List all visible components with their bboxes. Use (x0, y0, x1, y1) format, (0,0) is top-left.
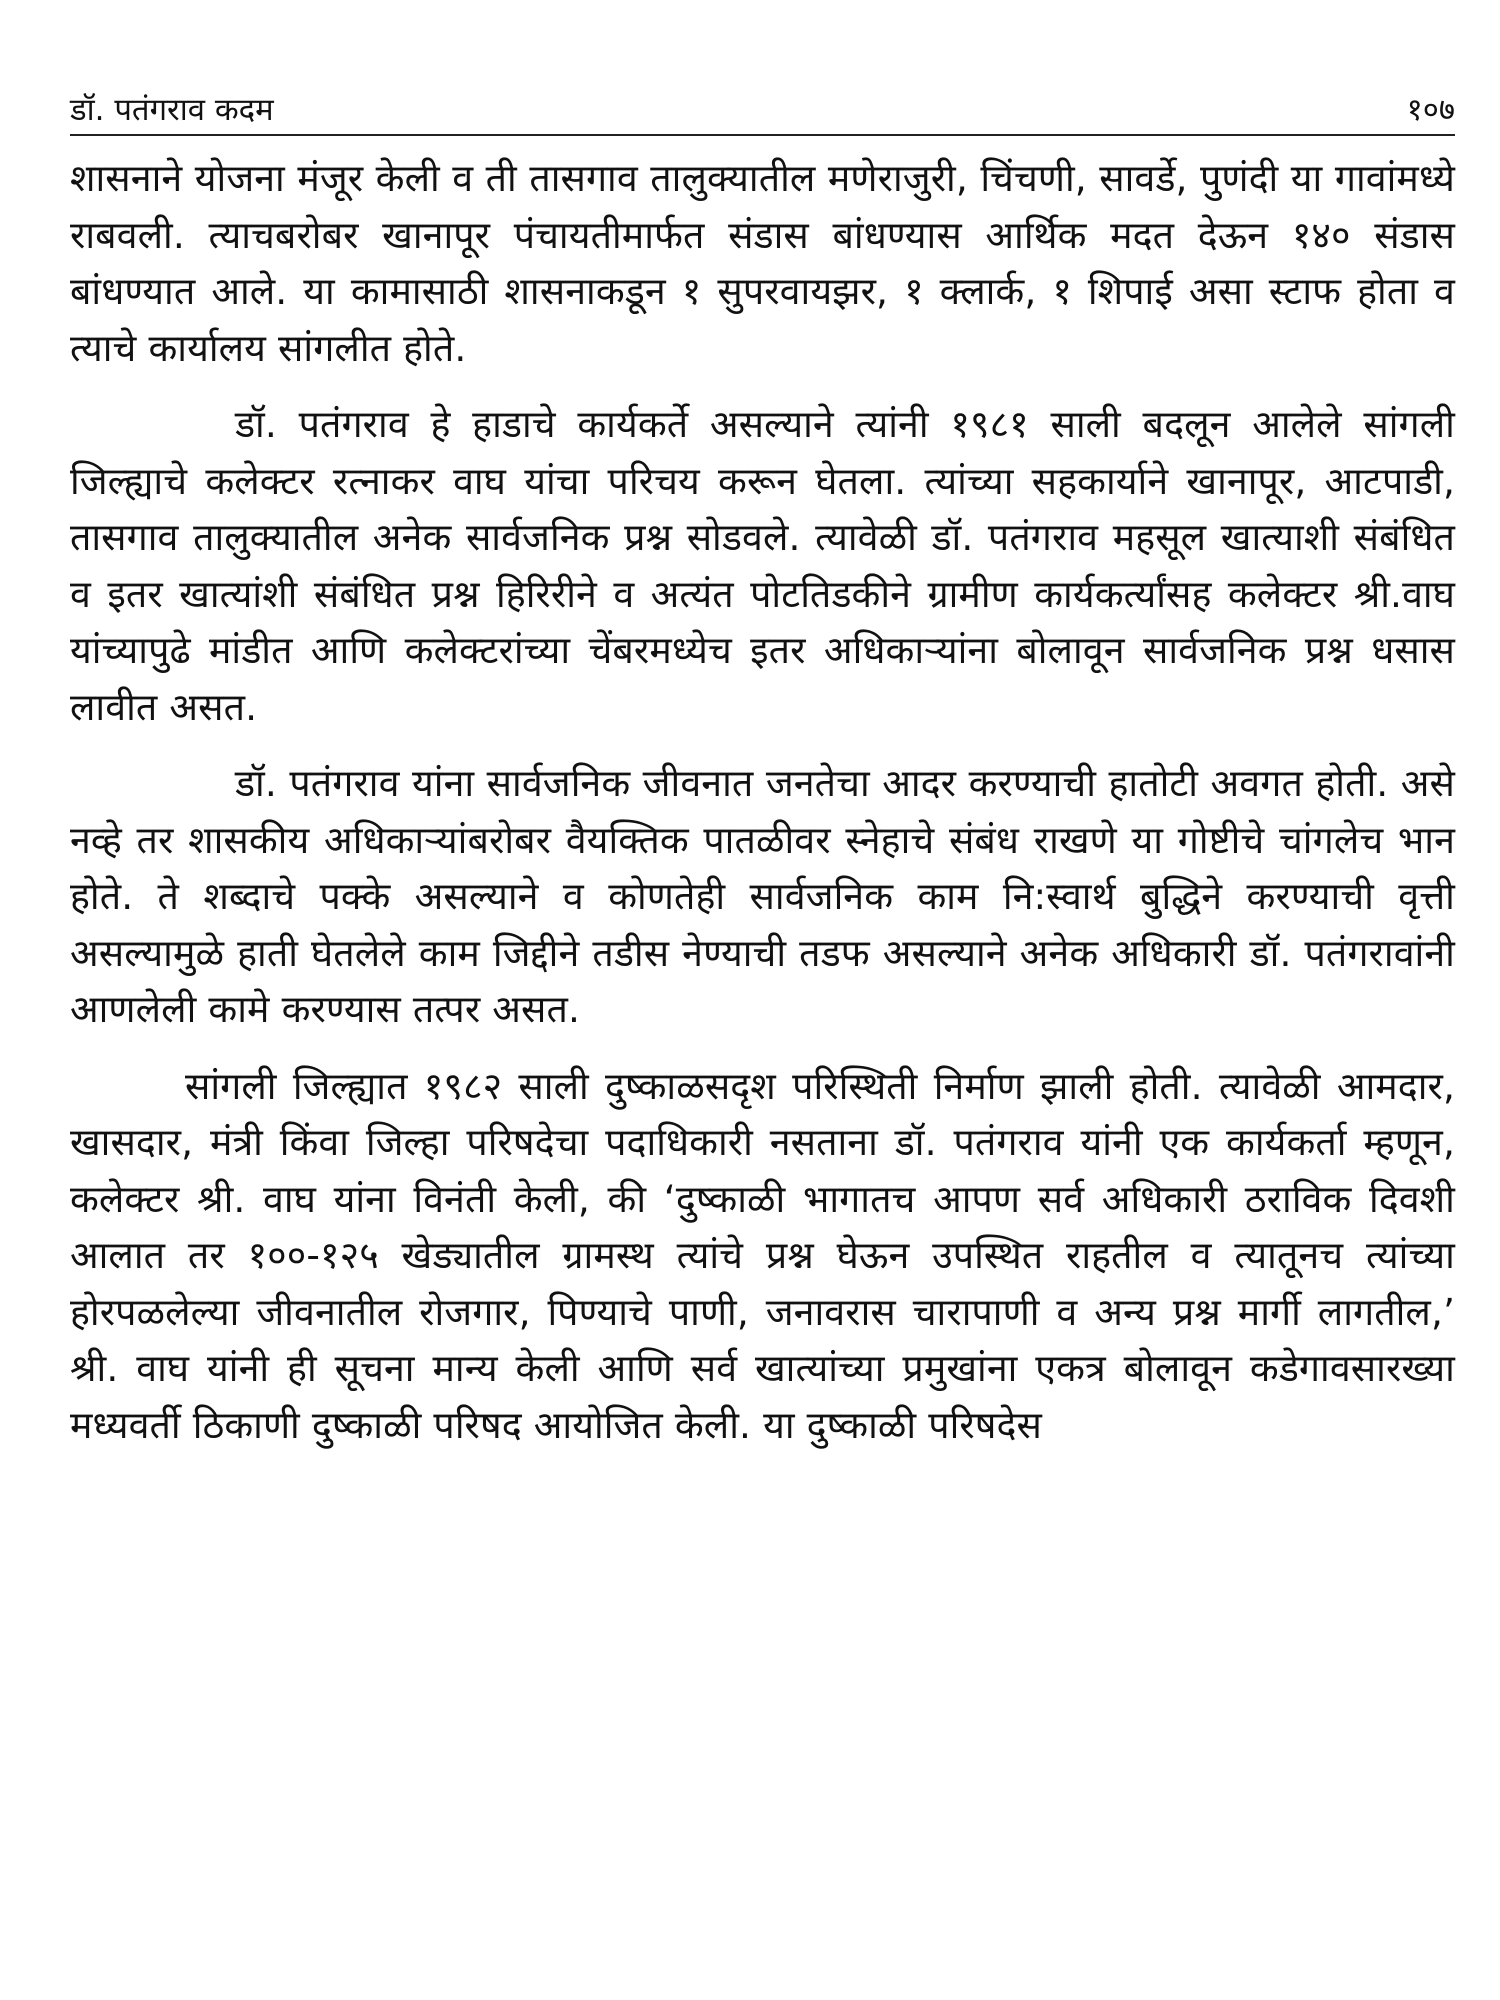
header-rule (70, 134, 1455, 136)
paragraph-2: डॉ. पतंगराव हे हाडाचे कार्यकर्ते असल्याने त्यांनी १९८१ साली बदलून आलेले सांगली जिल्ह्याचे कलेक्टर रत्नाकर वाघ यांचा परिचय करून घेतला. त्यांच्या सहकार्याने खानापूर, आटपाडी, तासगाव तालुक्यातील अनेक सार्वजनिक प्रश्न सोडवले. त्यावेळी डॉ. पतंगराव महसूल खात्याशी संबंधित व इतर खात्यांशी संबंधित प्रश्न हिरिरीने व अत्यंत पोटतिडकीने ग्रामीण कार्यकर्त्यांसह कलेक्टर श्री.वाघ यांच्यापुढे मांडीत आणि कलेक्टरांच्या चेंबरमध्येच इतर अधिकाऱ्यांना बोलावून सार्वजनिक प्रश्न धसास लावीत असत. (70, 402, 1455, 729)
running-title: डॉ. पतंगराव कदम (70, 92, 274, 128)
paragraph-3: डॉ. पतंगराव यांना सार्वजनिक जीवनात जनतेचा आदर करण्याची हातोटी अवगत होती. असे नव्हे तर शासकीय अधिकाऱ्यांबरोबर वैयक्तिक पातळीवर स्नेहाचे संबंध राखणे या गोष्टीचे चांगलेच भान होते. ते शब्दाचे पक्के असल्याने व कोणतेही सार्वजनिक काम नि:स्वार्थ बुद्धिने करण्याची वृत्ती असल्यामुळे हाती घेतलेले काम जिद्दीने तडीस नेण्याची तडफ असल्याने अनेक अधिकारी डॉ. पतंगरावांनी आणलेली कामे करण्यास तत्पर असत. (70, 761, 1455, 1031)
paragraph-1: शासनाने योजना मंजूर केली व ती तासगाव तालुक्यातील मणेराजुरी, चिंचणी, सावर्डे, पुणंदी या गावांमध्ये राबवली. त्याचबरोबर खानापूर पंचायतीमार्फत संडास बांधण्यास आर्थिक मदत देऊन १४० संडास बांधण्यात आले. या कामासाठी शासनाकडून १ सुपरवायझर, १ क्लार्क, १ शिपाई असा स्टाफ होता व त्याचे कार्यालय सांगलीत होते. (70, 156, 1455, 370)
page-number: १०७ (1406, 92, 1455, 128)
running-header (70, 78, 1455, 134)
paragraph-4: सांगली जिल्ह्यात १९८२ साली दुष्काळसदृश परिस्थिती निर्माण झाली होती. त्यावेळी आमदार, खासदार, मंत्री किंवा जिल्हा परिषदेचा पदाधिकारी नसताना डॉ. पतंगराव यांनी एक कार्यकर्ता म्हणून, कलेक्टर श्री. वाघ यांना विनंती केली, की ‘दुष्काळी भागातच आपण सर्व अधिकारी ठराविक दिवशी आलात तर १००-१२५ खेड्यातील ग्रामस्थ त्यांचे प्रश्न घेऊन उपस्थित राहतील व त्यातूनच त्यांच्या होरपळलेल्या जीवनातील रोजगार, पिण्याचे पाणी, जनावरास चारापाणी व अन्य प्रश्न मार्गी लागतील,’ श्री. वाघ यांनी ही सूचना मान्य केली आणि सर्व खात्यांच्या प्रमुखांना एकत्र बोलावून कडेगावसारख्या मध्यवर्ती ठिकाणी दुष्काळी परिषद आयोजित केली. या दुष्काळी परिषदेस (70, 1063, 1455, 1447)
book-page (70, 78, 1455, 1968)
body-text (70, 150, 1455, 1453)
